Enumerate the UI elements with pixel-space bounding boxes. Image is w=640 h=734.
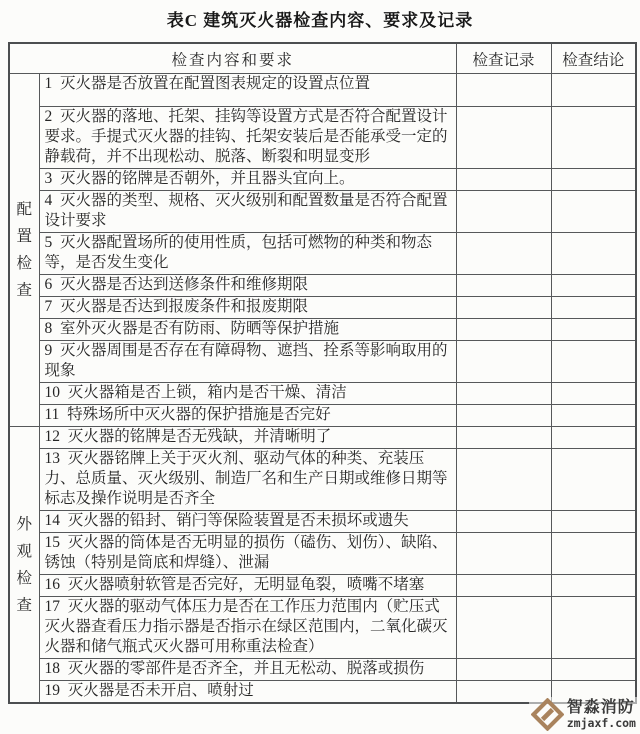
record-cell	[456, 575, 551, 597]
table-row	[9, 297, 636, 319]
requirement-cell: 4 灭火器的类型、规格、灭火级别和配置数量是否符合配置设计要求	[39, 191, 456, 233]
record-cell	[456, 341, 551, 383]
column-header-record: 检查记录	[456, 43, 551, 74]
record-cell	[456, 597, 551, 659]
requirement-cell: 14 灭火器的铅封、销闩等保险装置是否未损坏或遗失	[39, 511, 456, 533]
zhimiao-diamond-logo-icon	[531, 698, 564, 731]
conclusion-cell	[551, 169, 636, 191]
page-title: 表C 建筑灭火器检查内容、要求及记录	[166, 11, 474, 30]
requirement-cell: 10 灭火器箱是否上锁，箱内是否干燥、清洁	[39, 383, 456, 405]
conclusion-cell	[551, 427, 636, 449]
table-row	[9, 449, 636, 511]
requirement-cell: 6 灭火器是否达到送修条件和维修期限	[39, 275, 456, 297]
conclusion-cell	[551, 659, 636, 681]
conclusion-cell	[551, 405, 636, 427]
record-cell	[456, 405, 551, 427]
conclusion-cell	[551, 449, 636, 511]
table-row	[9, 74, 636, 107]
watermark-url: zmjaxf.com	[566, 715, 636, 730]
conclusion-cell	[551, 533, 636, 575]
record-cell	[456, 107, 551, 169]
table-row	[9, 597, 636, 659]
conclusion-cell	[551, 74, 636, 107]
requirement-cell: 12 灭火器的铭牌是否无残缺，并清晰明了	[39, 427, 456, 449]
requirement-cell: 8 室外灭火器是否有防雨、防晒等保护措施	[39, 319, 456, 341]
conclusion-cell	[551, 341, 636, 383]
table-row	[9, 405, 636, 427]
requirement-cell: 2 灭火器的落地、托架、挂钩等设置方式是否符合配置设计要求。手提式灭火器的挂钩、托架安装后是否能承受一定的静载荷，并不出现松动、脱落、断裂和明显变形	[39, 107, 456, 169]
category-label: 外观检查	[9, 427, 39, 704]
record-cell	[456, 449, 551, 511]
table-row	[9, 275, 636, 297]
table-row	[9, 511, 636, 533]
conclusion-cell	[551, 191, 636, 233]
record-cell	[456, 233, 551, 275]
conclusion-cell	[551, 511, 636, 533]
requirement-cell: 11 特殊场所中灭火器的保护措施是否完好	[39, 405, 456, 427]
requirement-cell: 7 灭火器是否达到报废条件和报废期限	[39, 297, 456, 319]
table-row	[9, 107, 636, 169]
table-row	[9, 383, 636, 405]
table-row	[9, 533, 636, 575]
conclusion-cell	[551, 275, 636, 297]
requirement-cell: 9 灭火器周围是否存在有障碍物、遮挡、拴系等影响取用的现象	[39, 341, 456, 383]
table-row	[9, 427, 636, 449]
conclusion-cell	[551, 233, 636, 275]
conclusion-cell	[551, 297, 636, 319]
requirement-cell: 13 灭火器铭牌上关于灭火剂、驱动气体的种类、充装压力、总质量、灭火级别、制造厂名和生产日期或维修日期等标志及操作说明是否齐全	[39, 449, 456, 511]
requirement-cell: 3 灭火器的铭牌是否朝外，并且器头宜向上。	[39, 169, 456, 191]
requirement-cell: 16 灭火器喷射软管是否完好，无明显龟裂，喷嘴不堵塞	[39, 575, 456, 597]
watermark-brand-name: 智淼消防	[566, 699, 635, 717]
record-cell	[456, 427, 551, 449]
table-header-row	[9, 43, 636, 74]
requirement-cell: 17 灭火器的驱动气体压力是否在工作压力范围内（贮压式灭火器查看压力指示器是否指示在绿区范围内，二氧化碳灭火器和储气瓶式灭火器可用称重法检查）	[39, 597, 456, 659]
table-row	[9, 233, 636, 275]
record-cell	[456, 169, 551, 191]
column-header-content: 检查内容和要求	[9, 43, 456, 74]
conclusion-cell	[551, 107, 636, 169]
record-cell	[456, 383, 551, 405]
record-cell	[456, 533, 551, 575]
table-row	[9, 659, 636, 681]
record-cell	[456, 659, 551, 681]
table-row	[9, 319, 636, 341]
table-body	[9, 74, 636, 704]
table-row	[9, 191, 636, 233]
requirement-cell: 1 灭火器是否放置在配置图表规定的设置点位置	[39, 74, 456, 107]
conclusion-cell	[551, 575, 636, 597]
conclusion-cell	[551, 383, 636, 405]
table-row	[9, 341, 636, 383]
record-cell	[456, 74, 551, 107]
record-cell	[456, 191, 551, 233]
record-cell	[456, 297, 551, 319]
table-row	[9, 575, 636, 597]
requirement-cell: 19 灭火器是否未开启、喷射过	[39, 681, 456, 704]
record-cell	[456, 511, 551, 533]
requirement-cell: 5 灭火器配置场所的使用性质，包括可燃物的种类和物态等，是否发生变化	[39, 233, 456, 275]
conclusion-cell	[551, 319, 636, 341]
record-cell	[456, 319, 551, 341]
conclusion-cell	[551, 597, 636, 659]
watermark	[529, 697, 638, 732]
requirement-cell: 18 灭火器的零部件是否齐全，并且无松动、脱落或损伤	[39, 659, 456, 681]
record-cell	[456, 275, 551, 297]
inspection-table	[8, 42, 637, 704]
requirement-cell: 15 灭火器的筒体是否无明显的损伤（磕伤、划伤）、缺陷、锈蚀（特别是筒底和焊缝）、泄漏	[39, 533, 456, 575]
category-label: 配置检查	[9, 74, 39, 427]
column-header-conclusion: 检查结论	[551, 43, 636, 74]
table-row	[9, 169, 636, 191]
